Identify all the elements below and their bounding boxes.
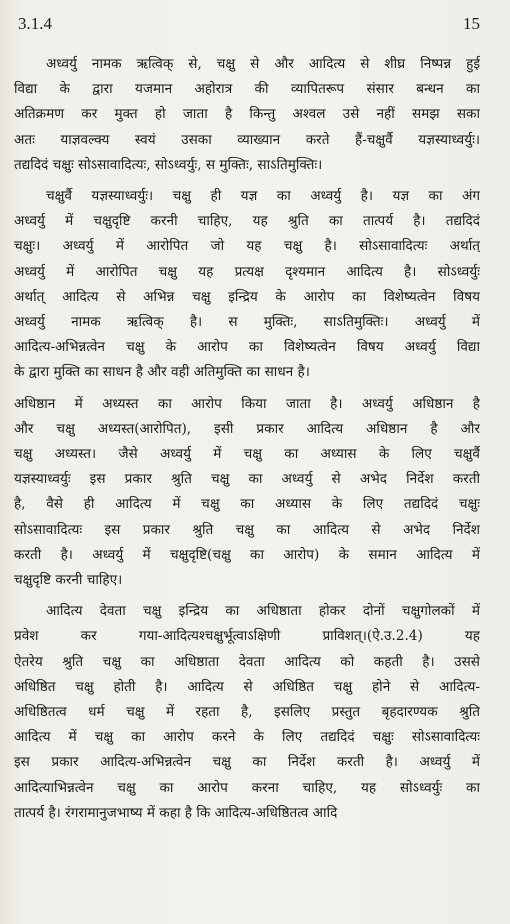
text-line: अतिक्रमण कर मुक्त हो जाता है किन्तु अश्वल उसे नहीं समझ सका: [14, 106, 480, 123]
text-line: यज्ञस्याध्वर्युः इस प्रकार श्रुति चक्षु का अध्वर्यु से अभेद निर्देश करती: [14, 471, 480, 488]
text-line: प्रवेश कर गया-आदित्यश्चक्षुर्भूत्वाऽक्षिणी प्राविशत्।(ऐ.उ.2.4) यह: [14, 628, 480, 645]
paragraph: [14, 392, 480, 594]
text-line: और चक्षु अध्यस्त(आरोपित), इसी प्रकार आदित्य अधिष्ठान है और: [14, 420, 480, 437]
text-line: ऐतरेय श्रुति चक्षु का अधिष्ठाता देवता आदित्य को कहती है। उससे: [14, 653, 480, 670]
text-line: आदित्याभिन्नत्वेन चक्षु का आरोप करना चाहिए, यह सोऽध्वर्युः का: [14, 779, 480, 796]
paragraph: [14, 184, 480, 386]
text-line: है, वैसे ही आदित्य में चक्षु का अध्यास के लिए तद्यदिदं चक्षुः: [14, 496, 480, 513]
text-line: अधिष्ठित चक्षु होती है। आदित्य से अधिष्ठित चक्षु होने से आदित्य-: [14, 678, 480, 695]
text-line: आदित्य देवता चक्षु इन्द्रिय का अधिष्ठाता होकर दोनों चक्षुगोलकों में: [46, 603, 480, 620]
text-line: अधिष्ठितत्व धर्म चक्षु में रहता है, इसलिए प्रस्तुत बृहदारण्यक श्रुति: [14, 704, 480, 721]
paragraph: [14, 599, 480, 826]
text-line: सोऽसावादित्यः इस प्रकार श्रुति चक्षु का आदित्य से अभेद निर्देश: [14, 521, 480, 538]
text-line: विद्या के द्वारा यजमान अहोरात्र की व्यापितरूप संसार बन्धन का: [14, 81, 480, 98]
text-line: इस प्रकार आदित्य-अभिन्नत्वेन चक्षु का निर्देश करती है। अध्वर्यु में: [14, 754, 480, 771]
section-number: 3.1.4: [18, 14, 52, 33]
text-line: आदित्य-अभिन्नत्वेन चक्षु के आरोप का विशेष्यत्वेन विषय अध्वर्यु विद्या: [14, 339, 480, 356]
page-number: 15: [463, 14, 480, 33]
text-line: अधिष्ठान में अध्यस्त का आरोप किया जाता है। अध्वर्यु अधिष्ठान है: [14, 395, 480, 412]
text-line: के द्वारा मुक्ति का साधन है और वही अतिमुक्ति का साधन है।: [14, 364, 310, 381]
text-line: चक्षुदृष्टि करनी चाहिए।: [14, 572, 123, 589]
text-line: अध्वर्यु नामक ऋत्विक् से, चक्षु से और आदित्य से शीघ्र निष्पन्न हुई: [46, 56, 480, 72]
text-line: अर्थात् आदित्य से अभिन्न चक्षु इन्द्रिय के आरोप का विशेष्यत्वेन विषय: [14, 288, 480, 305]
paragraph: [14, 52, 480, 178]
text-line: अतः याज्ञवल्क्य स्वयं उसका व्याख्यान करते हैं-चक्षुर्वै यज्ञस्याध्वर्युः।: [14, 131, 480, 148]
text-line: चक्षुर्वै यज्ञस्याध्वर्युः। चक्षु ही यज्ञ का अध्वर्यु है। यज्ञ का अंग: [46, 188, 480, 205]
text-line: करती है। अध्वर्यु में चक्षुदृष्टि(चक्षु का आरोप) के समान आदित्य में: [14, 546, 480, 563]
text-line: तात्पर्य है। रंगरामानुजभाष्य में कहा है कि आदित्य-अधिष्ठितत्व आदि: [14, 804, 338, 821]
text-line: चक्षुः। अध्वर्यु में आरोपित जो यह चक्षु है। सोऽसावादित्यः अर्थात्: [14, 238, 480, 255]
text-line: तद्यदिदं चक्षुः सोऽसावादित्यः, सोऽध्वर्युः, स मुक्तिः, साऽतिमुक्तिः।: [14, 156, 323, 173]
text-line: अध्वर्यु में चक्षुदृष्टि करनी चाहिए, यह श्रुति का तात्पर्य है। तद्यदिदं: [14, 213, 480, 230]
text-line: चक्षु अध्यस्त। जैसे अध्वर्यु में चक्षु का अध्यास के लिए चक्षुर्वै: [14, 446, 480, 463]
text-line: अध्वर्यु नामक ऋत्विक् है। स मुक्तिः, साऽतिमुक्तिः। अध्वर्यु में: [14, 314, 480, 331]
text-line: अध्वर्यु में आरोपित चक्षु यह प्रत्यक्ष दृश्यमान आदित्य है। सोऽध्वर्युः: [14, 263, 480, 280]
text-line: आदित्य में चक्षु का आरोप करने के लिए तद्यदिदं चक्षुः सोऽसावादित्यः: [14, 729, 480, 746]
page-header: [14, 14, 480, 42]
body-text: [14, 52, 480, 826]
